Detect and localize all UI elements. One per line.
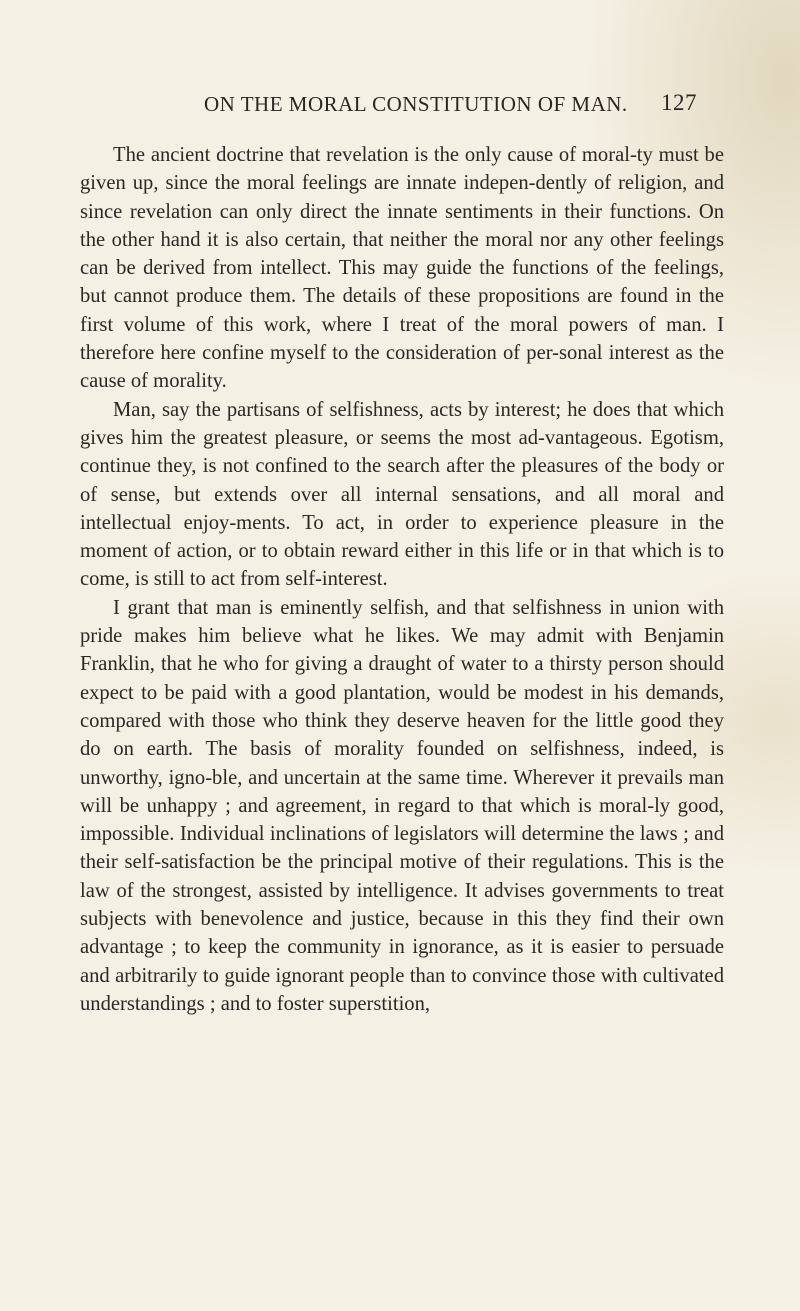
running-title: ON THE MORAL CONSTITUTION OF MAN. [204, 92, 628, 116]
paragraph: The ancient doctrine that revelation is the only cause of moral-ty must be given up, since the moral feelings are innate indepen-dently of religion, and since revelation can only direct the innate sentiments in their functions. On the other hand it is also certain, that neither the moral nor any other feelings can be derived from intellect. This may guide the functions of the feelings, but cannot produce them. The details of these propositions are found in the first volume of this work, where I treat of the moral powers of man. I therefore here confine myself to the consideration of per-sonal interest as the cause of morality. [80, 144, 724, 393]
page-number: 127 [661, 90, 697, 115]
paragraph: I grant that man is eminently selfish, and that selfishness in union with pride makes him believe what he likes. We may admit with Benjamin Franklin, that he who for giving a draught of water to a thirsty person should expect to be paid with a good plantation, would be modest in his demands, compared with those who think they deserve heaven for the little good they do on earth. The basis of morality founded on selfishness, indeed, is unworthy, igno-ble, and uncertain at the same time. Wherever it prevails man will be unhappy ; and agreement, in regard to that which is moral-ly good, impossible. Individual inclinations of legislators will determine the laws ; and their self-satisfaction be the principal motive of their regulations. This is the law of the strongest, assisted by intelligence. It advises governments to treat subjects with benevolence and justice, because in this they find their own advantage ; to keep the community in ignorance, as it is easier to persuade and arbitrarily to guide ignorant people than to convince those with cultivated understandings ; and to foster superstition, [80, 596, 724, 1015]
paragraph: Man, say the partisans of selfishness, acts by interest; he does that which gives him the greatest pleasure, or seems the most ad-vantageous. Egotism, continue they, is not confined to the search after the pleasures of the body or of sense, but extends over all internal sensations, and all moral and intellectual enjoy-ments. To act, in order to experience pleasure in the moment of action, or to obtain reward either in this life or in that which is to come, is still to act from self-interest. [80, 398, 724, 591]
body-text [80, 141, 724, 1018]
